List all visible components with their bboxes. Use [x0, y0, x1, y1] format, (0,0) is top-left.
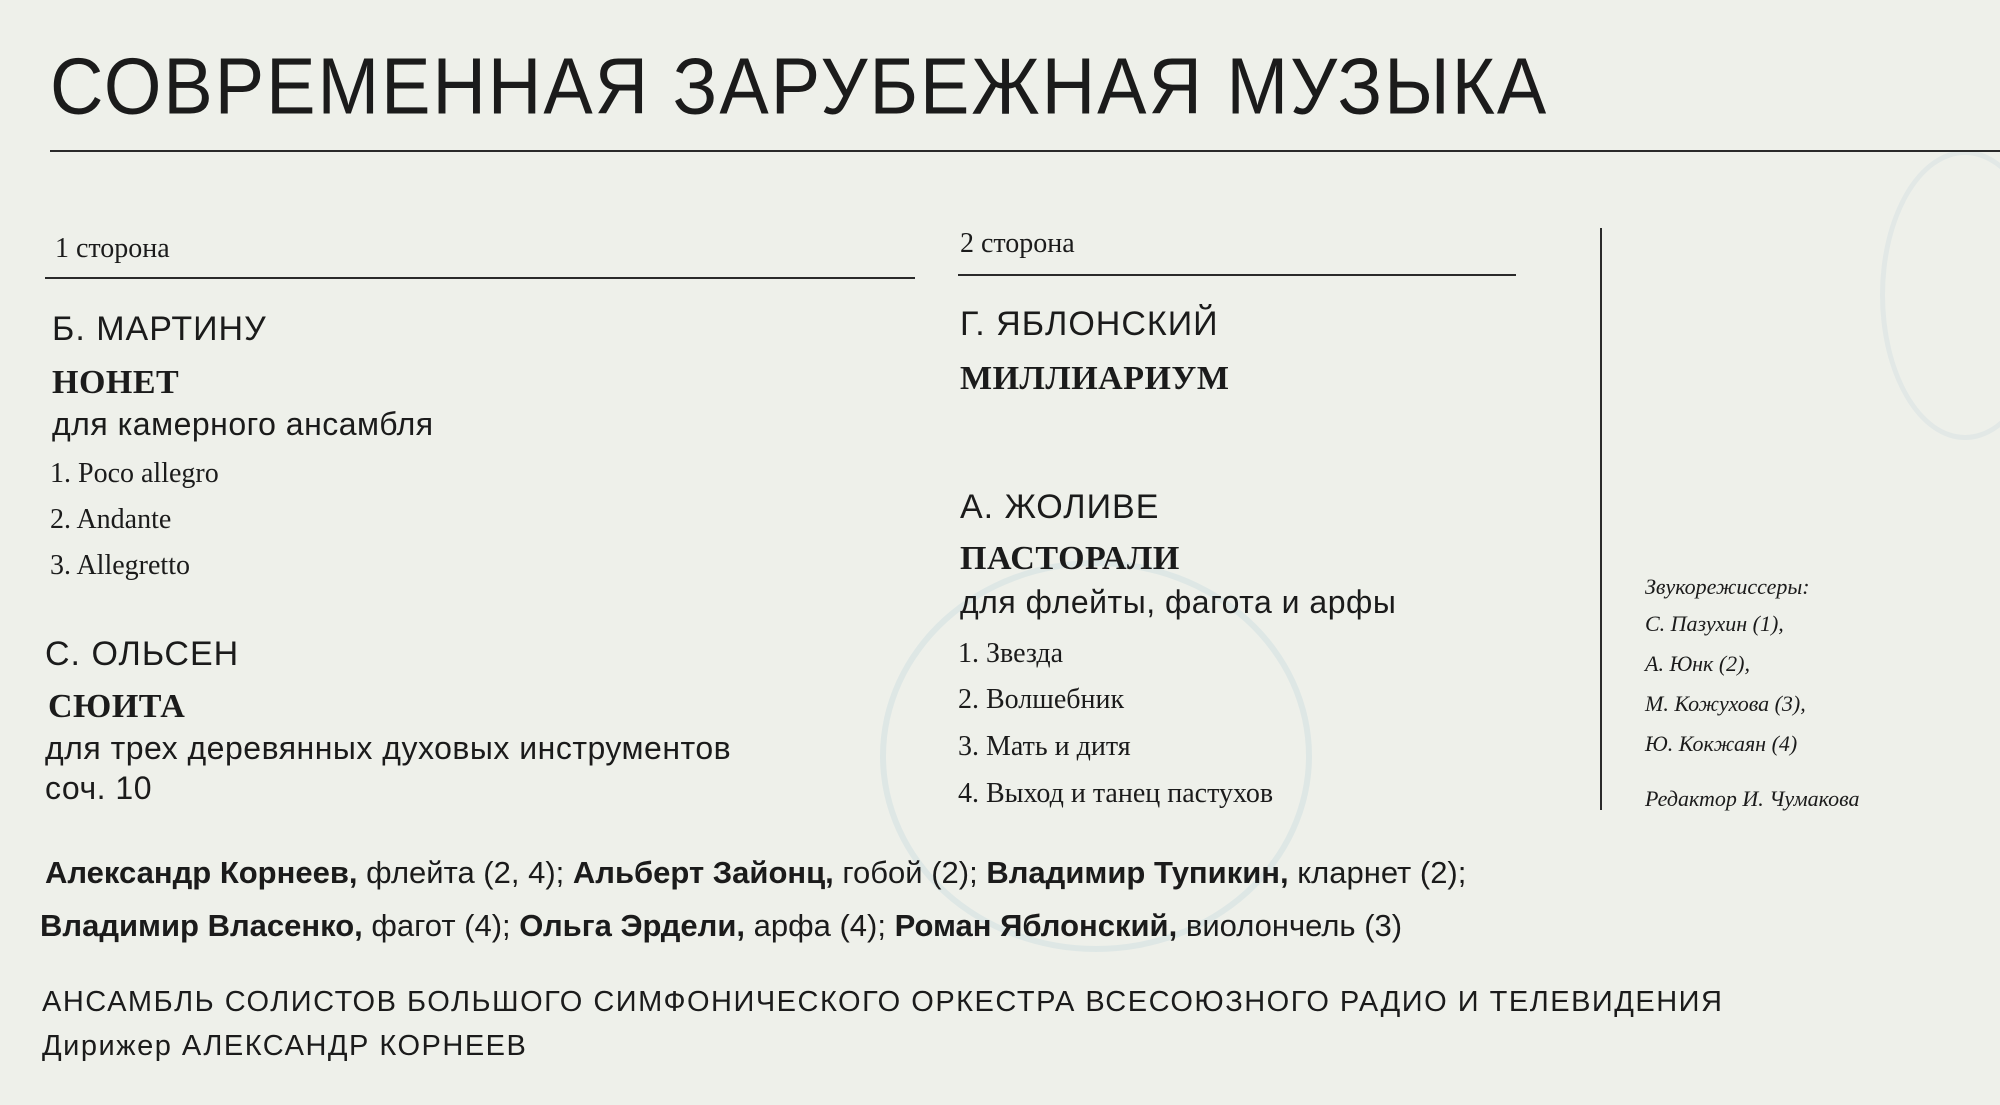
side2-work1-title: МИЛЛИАРИУМ	[960, 360, 1230, 397]
performer-name: Александр Корнеев,	[45, 855, 358, 890]
engineer-2: А. Юнк (2),	[1645, 651, 1751, 676]
performer-role: кларнет (2);	[1297, 855, 1467, 890]
engineer-3: М. Кожухова (3),	[1645, 691, 1806, 716]
performer-name: Роман Яблонский,	[894, 908, 1178, 943]
performer-name: Ольга Эрдели,	[519, 908, 745, 943]
side2-track-1: 1. Звезда	[958, 638, 1064, 669]
side1-label: 1 сторона	[55, 233, 170, 264]
performer-role: виолончель (3)	[1185, 908, 1403, 943]
conductor-line: Дирижер АЛЕКСАНДР КОРНЕЕВ	[42, 1030, 528, 1062]
side1-work1-desc: для камерного ансамбля	[52, 406, 434, 442]
side2-track-2: 2. Волшебник	[958, 684, 1125, 715]
title-rule	[50, 150, 2000, 152]
side2-track-4: 4. Выход и танец пастухов	[958, 778, 1274, 809]
side1-work1-composer: Б. МАРТИНУ	[52, 310, 267, 348]
performer-name: Владимир Власенко,	[40, 908, 363, 943]
side1-work1-title: НОНЕТ	[52, 364, 180, 401]
side1-rule	[45, 277, 915, 279]
editor-credit: Редактор И. Чумакова	[1645, 786, 1860, 811]
side1-track-1: 1. Poco allegro	[50, 458, 219, 489]
side2-work2-desc: для флейты, фагота и арфы	[960, 584, 1397, 620]
side1-work2-desc-2: соч. 10	[45, 770, 152, 806]
performers-line-1	[45, 855, 1466, 891]
performer-name: Владимир Тупикин,	[986, 855, 1289, 890]
performers-line-2	[40, 908, 1402, 944]
side2-work2-composer: А. ЖОЛИВЕ	[960, 488, 1160, 526]
performer-role: фагот (4);	[371, 908, 511, 943]
side1-track-2: 2. Andante	[50, 504, 172, 535]
side1-track-3: 3. Allegretto	[50, 550, 190, 581]
performer-role: арфа (4);	[753, 908, 886, 943]
stain-mark-edge	[1880, 150, 2000, 440]
engineers-heading: Звукорежиссеры:	[1645, 574, 1810, 599]
side1-work2-composer: С. ОЛЬСЕН	[45, 635, 240, 673]
performer-role: гобой (2);	[842, 855, 978, 890]
side2-rule	[958, 274, 1516, 276]
ensemble-line: АНСАМБЛЬ СОЛИСТОВ БОЛЬШОГО СИМФОНИЧЕСКОГО ОРКЕСТРА ВСЕСОЮЗНОГО РАДИО И ТЕЛЕВИДЕНИЯ	[42, 986, 1724, 1018]
side1-work2-title: СЮИТА	[48, 688, 186, 725]
side2-track-3: 3. Мать и дитя	[958, 731, 1131, 762]
performer-role: флейта (2, 4);	[366, 855, 565, 890]
engineer-1: С. Пазухин (1),	[1645, 611, 1784, 636]
side2-work1-composer: Г. ЯБЛОНСКИЙ	[960, 305, 1219, 343]
side2-work2-title: ПАСТОРАЛИ	[960, 540, 1180, 577]
performer-name: Альберт Зайонц,	[572, 855, 834, 890]
side2-label: 2 сторона	[960, 228, 1075, 259]
vertical-divider	[1600, 228, 1602, 810]
side1-work2-desc-1: для трех деревянных духовых инструментов	[45, 730, 732, 766]
page-title: СОВРЕМЕННАЯ ЗАРУБЕЖНАЯ МУЗЫКА	[50, 41, 1549, 131]
engineer-4: Ю. Кокжаян (4)	[1645, 731, 1798, 756]
